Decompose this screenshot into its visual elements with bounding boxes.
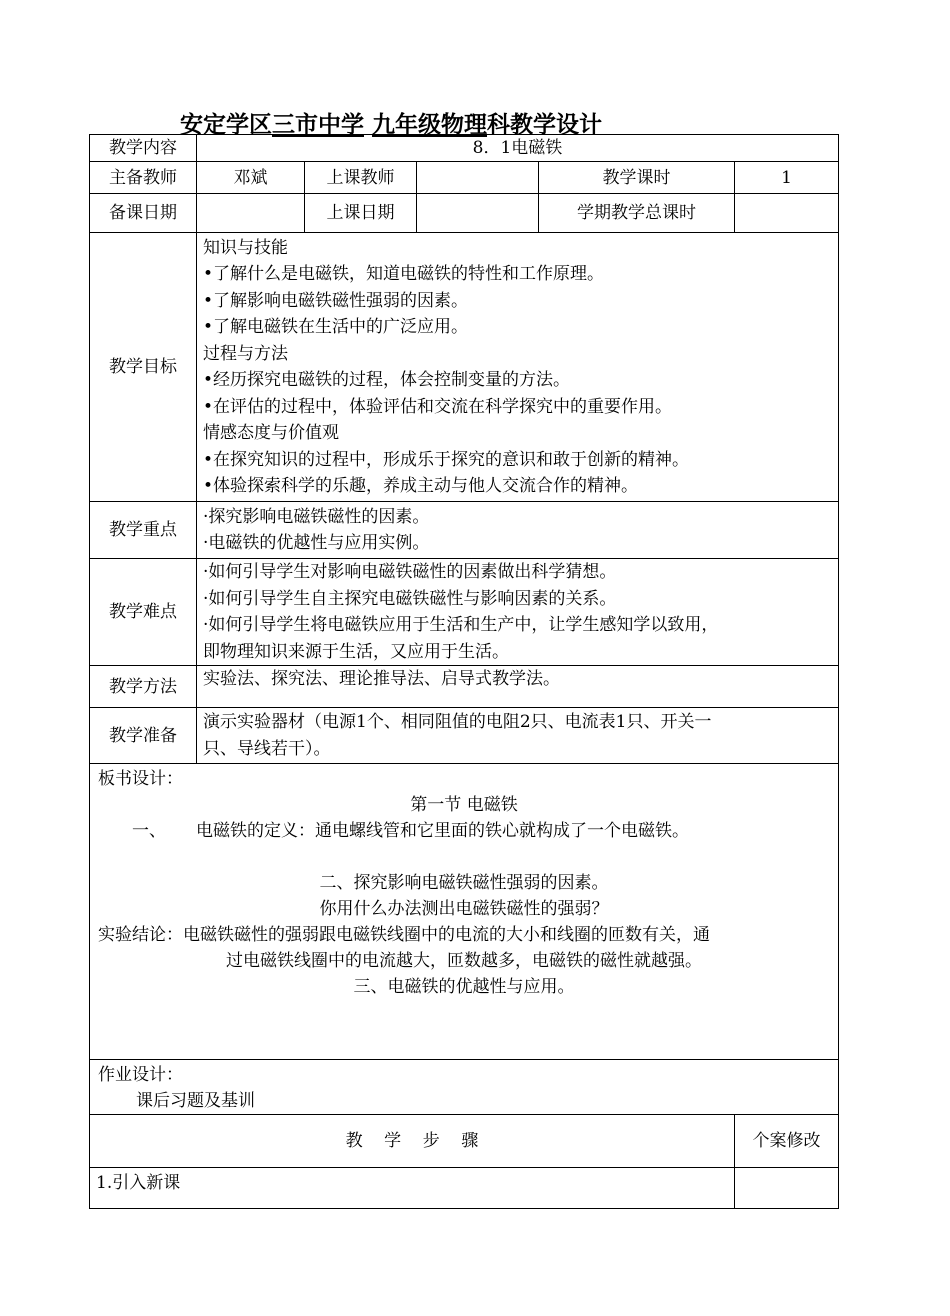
row-step-1 <box>90 1168 839 1209</box>
objective-line: 知识与技能 <box>203 237 288 258</box>
row-key-points <box>90 502 839 559</box>
key-points-content <box>197 502 839 559</box>
row-steps-header <box>90 1115 839 1168</box>
row-board-design <box>90 764 839 1060</box>
preparation-line: 只、导线若干）。 <box>203 738 331 759</box>
label-objectives: 教学目标 <box>90 233 197 502</box>
board-heading: 第一节 电磁铁 <box>410 795 518 815</box>
class-teacher-value <box>417 162 539 194</box>
difficulty-line: 即物理知识来源于生活，又应用于生活。 <box>203 641 509 662</box>
class-date-value <box>417 194 539 233</box>
label-difficulties: 教学难点 <box>90 559 197 666</box>
steps-header: 教 学 步 骤 <box>90 1115 735 1168</box>
page-title: 安定学区三市中学 九年级物理科教学设计 <box>180 111 603 138</box>
difficulty-line: ·如何引导学生将电磁铁应用于生活和生产中，让学生感知学以致用， <box>203 615 719 635</box>
preparation-content <box>197 708 839 764</box>
homework-label: 作业设计： <box>98 1065 183 1085</box>
lesson-plan-table <box>89 134 839 1209</box>
revision-header: 个案修改 <box>735 1115 839 1168</box>
step-1: 1.引入新课 <box>90 1168 735 1209</box>
objective-line: •体验探索科学的乐趣，养成主动与他人交流合作的精神。 <box>203 476 639 496</box>
row-preparation <box>90 708 839 764</box>
objectives-content <box>197 233 839 502</box>
objective-line: •了解影响电磁铁磁性强弱的因素。 <box>203 290 469 311</box>
objective-line: •了解什么是电磁铁，知道电磁铁的特性和工作原理。 <box>203 264 605 284</box>
row-homework <box>90 1060 839 1115</box>
board-design-content <box>90 764 839 1060</box>
label-class-date: 上课日期 <box>305 194 417 233</box>
total-hours-value <box>735 194 839 233</box>
label-class-hours: 教学课时 <box>539 162 735 194</box>
label-main-teacher: 主备教师 <box>90 162 197 194</box>
label-total-hours: 学期教学总课时 <box>539 194 735 233</box>
lesson-topic: 8．1电磁铁 <box>197 135 839 162</box>
label-content: 教学内容 <box>90 135 197 162</box>
key-point-line: ·电磁铁的优越性与应用实例。 <box>203 533 430 553</box>
class-hours-value: 1 <box>735 162 839 194</box>
board-label: 板书设计： <box>98 769 183 789</box>
objective-line: •在评估的过程中，体验评估和交流在科学探究中的重要作用。 <box>203 396 673 417</box>
homework-content <box>90 1060 839 1115</box>
row-teacher <box>90 162 839 194</box>
label-methods: 教学方法 <box>90 666 197 708</box>
board-conclusion-1: 实验结论：电磁铁磁性的强弱跟电磁铁线圈中的电流的大小和线圈的匝数有关，通 <box>98 925 710 945</box>
label-key-points: 教学重点 <box>90 502 197 559</box>
row-date <box>90 194 839 233</box>
row-methods <box>90 666 839 708</box>
methods-content: 实验法、探究法、理论推导法、启导式教学法。 <box>197 666 839 708</box>
homework-value: 课后习题及基训 <box>136 1091 255 1111</box>
objective-line: •经历探究电磁铁的过程，体会控制变量的方法。 <box>203 370 571 390</box>
preparation-line: 演示实验器材（电源1个、相同阻值的电阻2只、电流表1只、开关一 <box>203 712 712 732</box>
step-1-revision <box>735 1168 839 1209</box>
row-difficulties <box>90 559 839 666</box>
label-preparation: 教学准备 <box>90 708 197 764</box>
difficulty-line: ·如何引导学生自主探究电磁铁磁性与影响因素的关系。 <box>203 588 617 609</box>
row-content <box>90 135 839 162</box>
board-question: 你用什么办法测出电磁铁磁性的强弱？ <box>319 899 609 919</box>
objective-line: •了解电磁铁在生活中的广泛应用。 <box>203 317 469 337</box>
objective-line: 过程与方法 <box>203 343 288 364</box>
board-item-3: 三、电磁铁的优越性与应用。 <box>353 977 575 997</box>
main-teacher-name: 邓斌 <box>197 162 305 194</box>
label-class-teacher: 上课教师 <box>305 162 417 194</box>
objective-line: •在探究知识的过程中，形成乐于探究的意识和敢于创新的精神。 <box>203 449 690 470</box>
difficulties-content <box>197 559 839 666</box>
board-item-2: 二、探究影响电磁铁磁性强弱的因素。 <box>319 873 609 893</box>
prep-date-value <box>197 194 305 233</box>
label-prep-date: 备课日期 <box>90 194 197 233</box>
board-conclusion-2: 过电磁铁线圈中的电流越大，匝数越多，电磁铁的磁性就越强。 <box>226 951 702 971</box>
key-point-line: ·探究影响电磁铁磁性的因素。 <box>203 506 430 527</box>
row-objectives <box>90 233 839 502</box>
difficulty-line: ·如何引导学生对影响电磁铁磁性的因素做出科学猜想。 <box>203 562 617 582</box>
objective-line: 情感态度与价值观 <box>203 423 339 443</box>
board-item-1: 一、 电磁铁的定义：通电螺线管和它里面的铁心就构成了一个电磁铁。 <box>132 821 689 841</box>
